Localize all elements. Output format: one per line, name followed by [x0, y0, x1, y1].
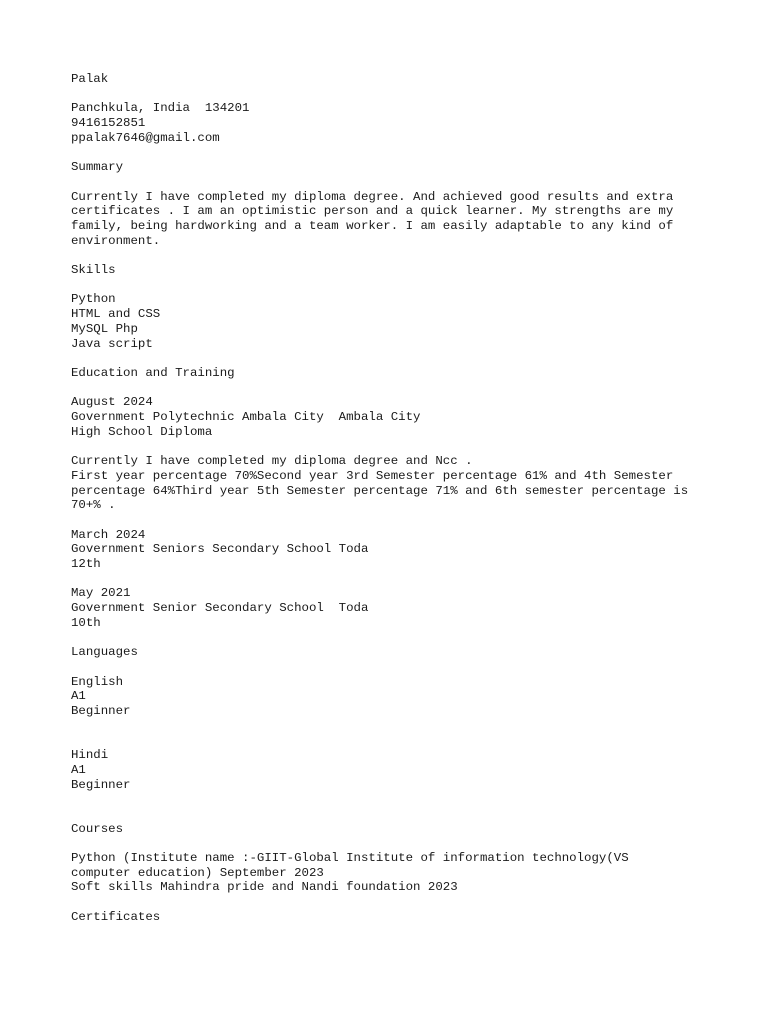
education-date: March 2024 [71, 527, 146, 542]
summary-line: environment. [71, 233, 161, 248]
education-note: 70+% . [71, 498, 116, 513]
languages-heading: Languages [71, 645, 138, 660]
resume-page [71, 72, 711, 925]
summary-line: Currently I have completed my diploma degree. And achieved good results and extra [71, 189, 674, 204]
phone-text: 9416152851 [71, 116, 146, 131]
language-name: English [71, 674, 124, 689]
skill-item: MySQL Php [71, 321, 138, 336]
skill-item: Java script [71, 336, 153, 351]
education-heading: Education and Training [71, 365, 235, 380]
language-name: Hindi [71, 748, 109, 763]
education-note: percentage 64%Third year 5th Semester percentage 71% and 6th semester percentage is [71, 483, 689, 498]
education-degree: High School Diploma [71, 424, 213, 439]
language-label: Beginner [71, 777, 131, 792]
education-school: Government Senior Secondary School Toda [71, 601, 369, 616]
language-level: A1 [71, 762, 86, 777]
course-line: Soft skills Mahindra pride and Nandi foundation 2023 [71, 880, 458, 895]
skills-heading: Skills [71, 263, 116, 278]
course-line: computer education) September 2023 [71, 865, 324, 880]
education-date: August 2024 [71, 395, 153, 410]
summary-heading: Summary [71, 160, 124, 175]
education-degree: 12th [71, 557, 101, 572]
skill-item: HTML and CSS [71, 307, 161, 322]
course-line: Python (Institute name :-GIIT-Global Institute of information technology(VS [71, 851, 629, 866]
education-degree: 10th [71, 615, 101, 630]
education-school: Government Seniors Secondary School Toda [71, 542, 369, 557]
email-text: ppalak7646@gmail.com [71, 130, 220, 145]
certificates-heading: Certificates [71, 909, 161, 924]
address-text: Panchkula, India 134201 [71, 101, 250, 116]
courses-heading: Courses [71, 821, 124, 836]
summary-line: family, being hardworking and a team worker. I am easily adaptable to any kind of [71, 218, 674, 233]
education-note: Currently I have completed my diploma degree and Ncc . [71, 454, 473, 469]
language-level: A1 [71, 689, 86, 704]
candidate-name: Palak [71, 72, 109, 86]
skill-item: Python [71, 292, 116, 307]
summary-line: certificates . I am an optimistic person and a quick learner. My strengths are my [71, 204, 674, 219]
education-note: First year percentage 70%Second year 3rd Semester percentage 61% and 4th Semester [71, 468, 674, 483]
language-label: Beginner [71, 704, 131, 719]
education-date: May 2021 [71, 586, 131, 601]
education-school: Government Polytechnic Ambala City Ambala City [71, 410, 421, 425]
